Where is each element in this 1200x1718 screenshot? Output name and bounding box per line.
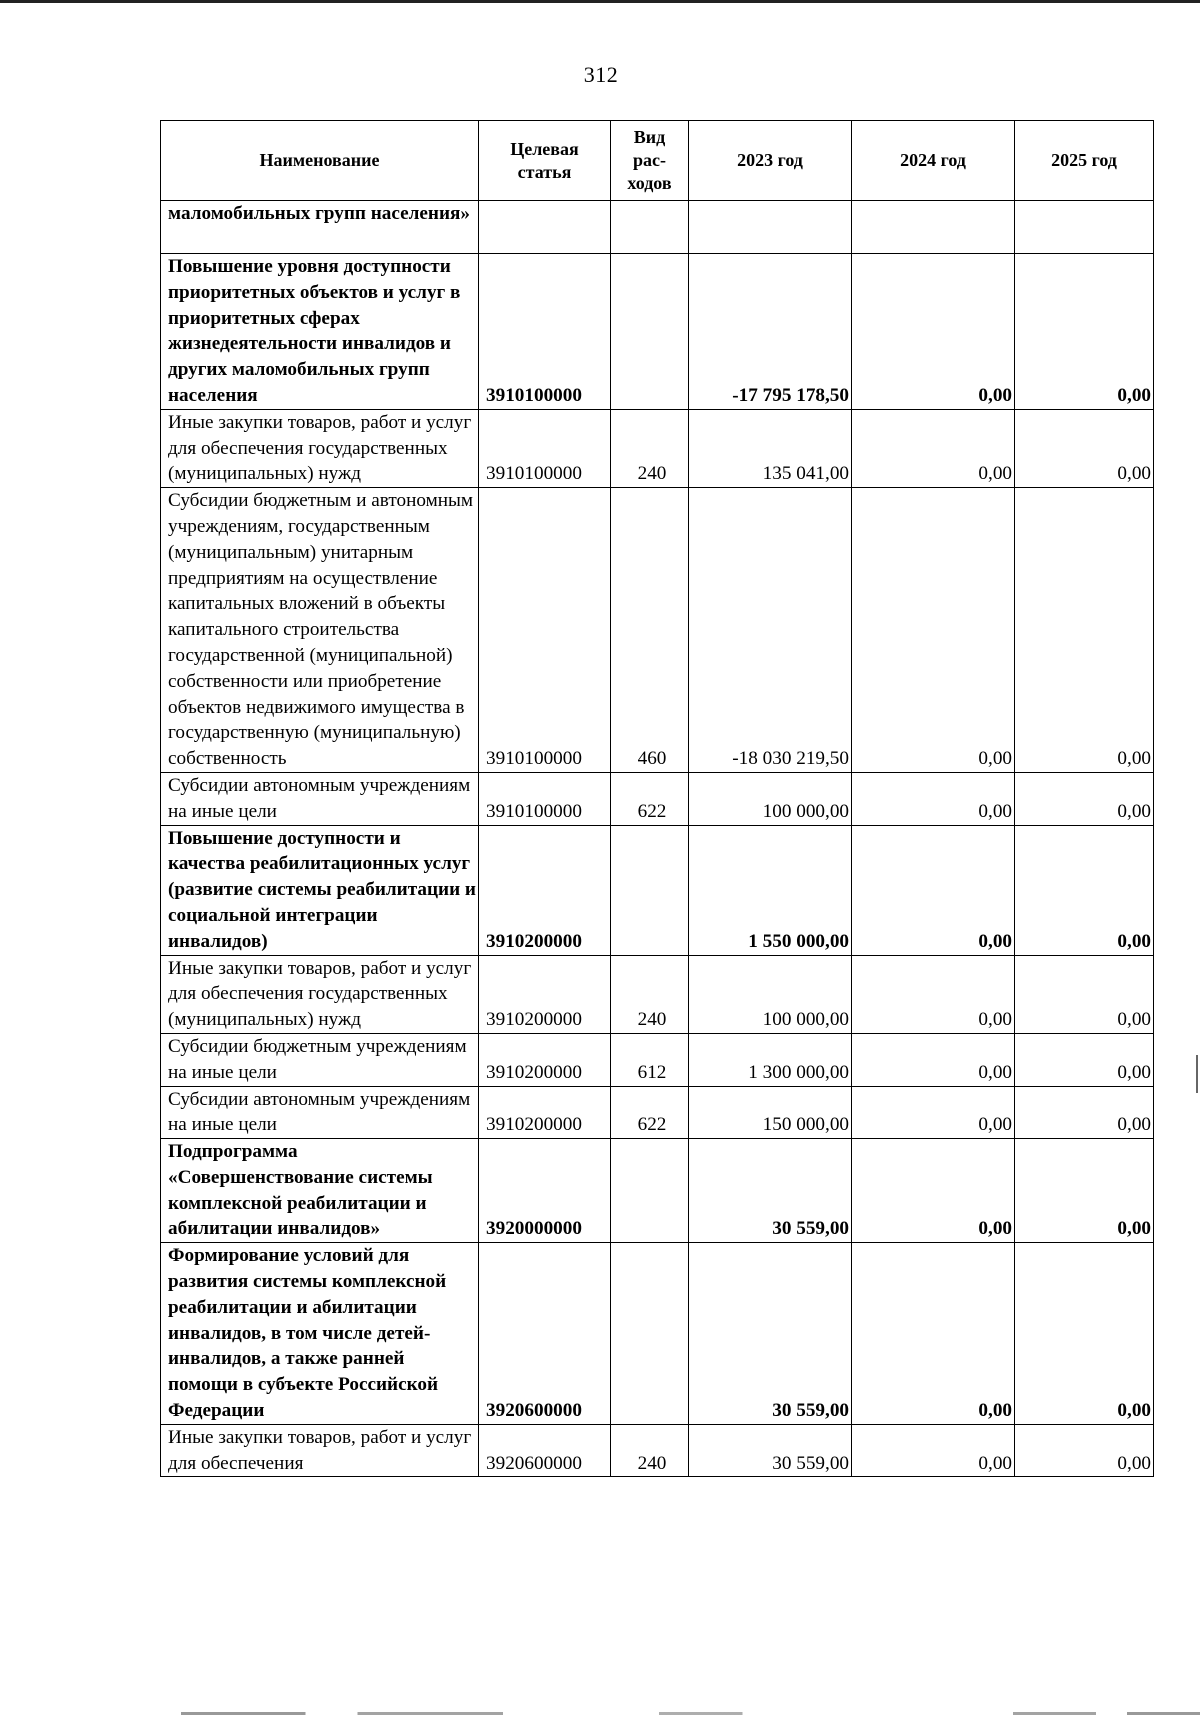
cell-2024: 0,00 [852,409,1015,487]
cell-name: Субсидии бюджетным учреждениям на иные цели [161,1033,479,1086]
cell-2023: 150 000,00 [689,1086,852,1139]
scan-top-edge [0,0,1200,3]
cell-target-article: 3920600000 [479,1424,611,1477]
cell-name: Подпрограмма «Совершенствование системы комплексной реабилитации и абилитации инвалидов» [161,1139,479,1243]
cell-2024: 0,00 [852,1243,1015,1425]
cell-2023: 100 000,00 [689,955,852,1033]
cell-2024: 0,00 [852,254,1015,410]
cell-2025: 0,00 [1015,1139,1154,1243]
page-number: 312 [583,62,619,87]
header-name: Наименование [161,121,479,201]
header-code [479,121,611,201]
cell-name: маломобильных групп населения» [161,201,479,254]
table-header-row [161,121,1154,201]
header-2024: 2024 год [852,121,1015,201]
cell-target-article: 3910200000 [479,825,611,955]
table-row [161,488,1154,773]
cell-2023: 30 559,00 [689,1243,852,1425]
cell-2024: 0,00 [852,825,1015,955]
cell-2025: 0,00 [1015,409,1154,487]
cell-2023 [689,201,852,254]
cell-2024: 0,00 [852,1139,1015,1243]
cell-expense-type: 460 [611,488,689,773]
cell-2025: 0,00 [1015,1086,1154,1139]
table-row [161,1033,1154,1086]
cell-name: Формирование условий для развития системы комплексной реабилитации и абилитации инвалидов, в том числе детей-инвалидов, а также ранней помощи в субъекте Российской Федерации [161,1243,479,1425]
table-row [161,409,1154,487]
budget-table [160,120,1154,1477]
cell-2024: 0,00 [852,1424,1015,1477]
table-row [161,1424,1154,1477]
cell-expense-type [611,1243,689,1425]
table-body [161,201,1154,1477]
cell-target-article: 3910100000 [479,772,611,825]
cell-target-article: 3920600000 [479,1243,611,1425]
cell-expense-type [611,825,689,955]
cell-2025: 0,00 [1015,1033,1154,1086]
table-row [161,201,1154,254]
cell-2025: 0,00 [1015,772,1154,825]
cell-target-article: 3910100000 [479,254,611,410]
cell-2025: 0,00 [1015,254,1154,410]
cell-2024: 0,00 [852,955,1015,1033]
cell-2023: -17 795 178,50 [689,254,852,410]
cell-expense-type: 240 [611,409,689,487]
cell-2025: 0,00 [1015,825,1154,955]
table-row [161,1243,1154,1425]
cell-expense-type [611,201,689,254]
cell-2024: 0,00 [852,1033,1015,1086]
table-row [161,772,1154,825]
cell-name: Повышение доступности и качества реабилитационных услуг (развитие системы реабилитации и социальной интеграции инвалидов) [161,825,479,955]
cell-target-article: 3910200000 [479,1086,611,1139]
cell-expense-type: 240 [611,1424,689,1477]
cell-name: Субсидии автономным учреждениям на иные цели [161,772,479,825]
table-row [161,955,1154,1033]
table-row [161,254,1154,410]
cell-2024: 0,00 [852,488,1015,773]
scan-bottom-edge [160,1712,1200,1715]
cell-target-article: 3910200000 [479,1033,611,1086]
table-row [161,1086,1154,1139]
cell-2023: 30 559,00 [689,1424,852,1477]
cell-target-article: 3910100000 [479,488,611,773]
cell-target-article: 3910100000 [479,409,611,487]
header-kind [611,121,689,201]
cell-expense-type: 622 [611,772,689,825]
cell-2025: 0,00 [1015,955,1154,1033]
header-2025: 2025 год [1015,121,1154,201]
cell-expense-type [611,254,689,410]
table-row [161,825,1154,955]
cell-name: Субсидии бюджетным и автономным учреждениям, государственным (муниципальным) унитарным предприятиям на осуществление капитальных вложений в объекты капитального строительства государственной (муниципальной) собственности или приобретение объектов недвижимого имущества в государственную (муниципальную) собственность [161,488,479,773]
header-code-text: Целевая статья [510,138,579,182]
cell-2025 [1015,201,1154,254]
cell-name: Иные закупки товаров, работ и услуг для обеспечения государственных (муниципальных) нужд [161,955,479,1033]
scan-artifact [1196,1055,1198,1093]
cell-target-article: 3910200000 [479,955,611,1033]
cell-name: Иные закупки товаров, работ и услуг для обеспечения [161,1424,479,1477]
cell-expense-type: 622 [611,1086,689,1139]
cell-name: Иные закупки товаров, работ и услуг для обеспечения государственных (муниципальных) нужд [161,409,479,487]
cell-2023: 135 041,00 [689,409,852,487]
cell-expense-type: 240 [611,955,689,1033]
cell-target-article: 3920000000 [479,1139,611,1243]
cell-name: Повышение уровня доступности приоритетных объектов и услуг в приоритетных сферах жизнедеятельности инвалидов и других маломобильных групп населения [161,254,479,410]
cell-2024: 0,00 [852,1086,1015,1139]
cell-2025: 0,00 [1015,1243,1154,1425]
cell-2024: 0,00 [852,772,1015,825]
header-2023: 2023 год [689,121,852,201]
cell-2023: 100 000,00 [689,772,852,825]
cell-2024 [852,201,1015,254]
cell-expense-type: 612 [611,1033,689,1086]
cell-2025: 0,00 [1015,488,1154,773]
cell-target-article [479,201,611,254]
cell-name: Субсидии автономным учреждениям на иные цели [161,1086,479,1139]
cell-2023: 1 550 000,00 [689,825,852,955]
table-row [161,1139,1154,1243]
header-kind-text: Вид рас-ходов [627,127,672,193]
cell-expense-type [611,1139,689,1243]
cell-2025: 0,00 [1015,1424,1154,1477]
cell-2023: 1 300 000,00 [689,1033,852,1086]
cell-2023: 30 559,00 [689,1139,852,1243]
cell-2023: -18 030 219,50 [689,488,852,773]
